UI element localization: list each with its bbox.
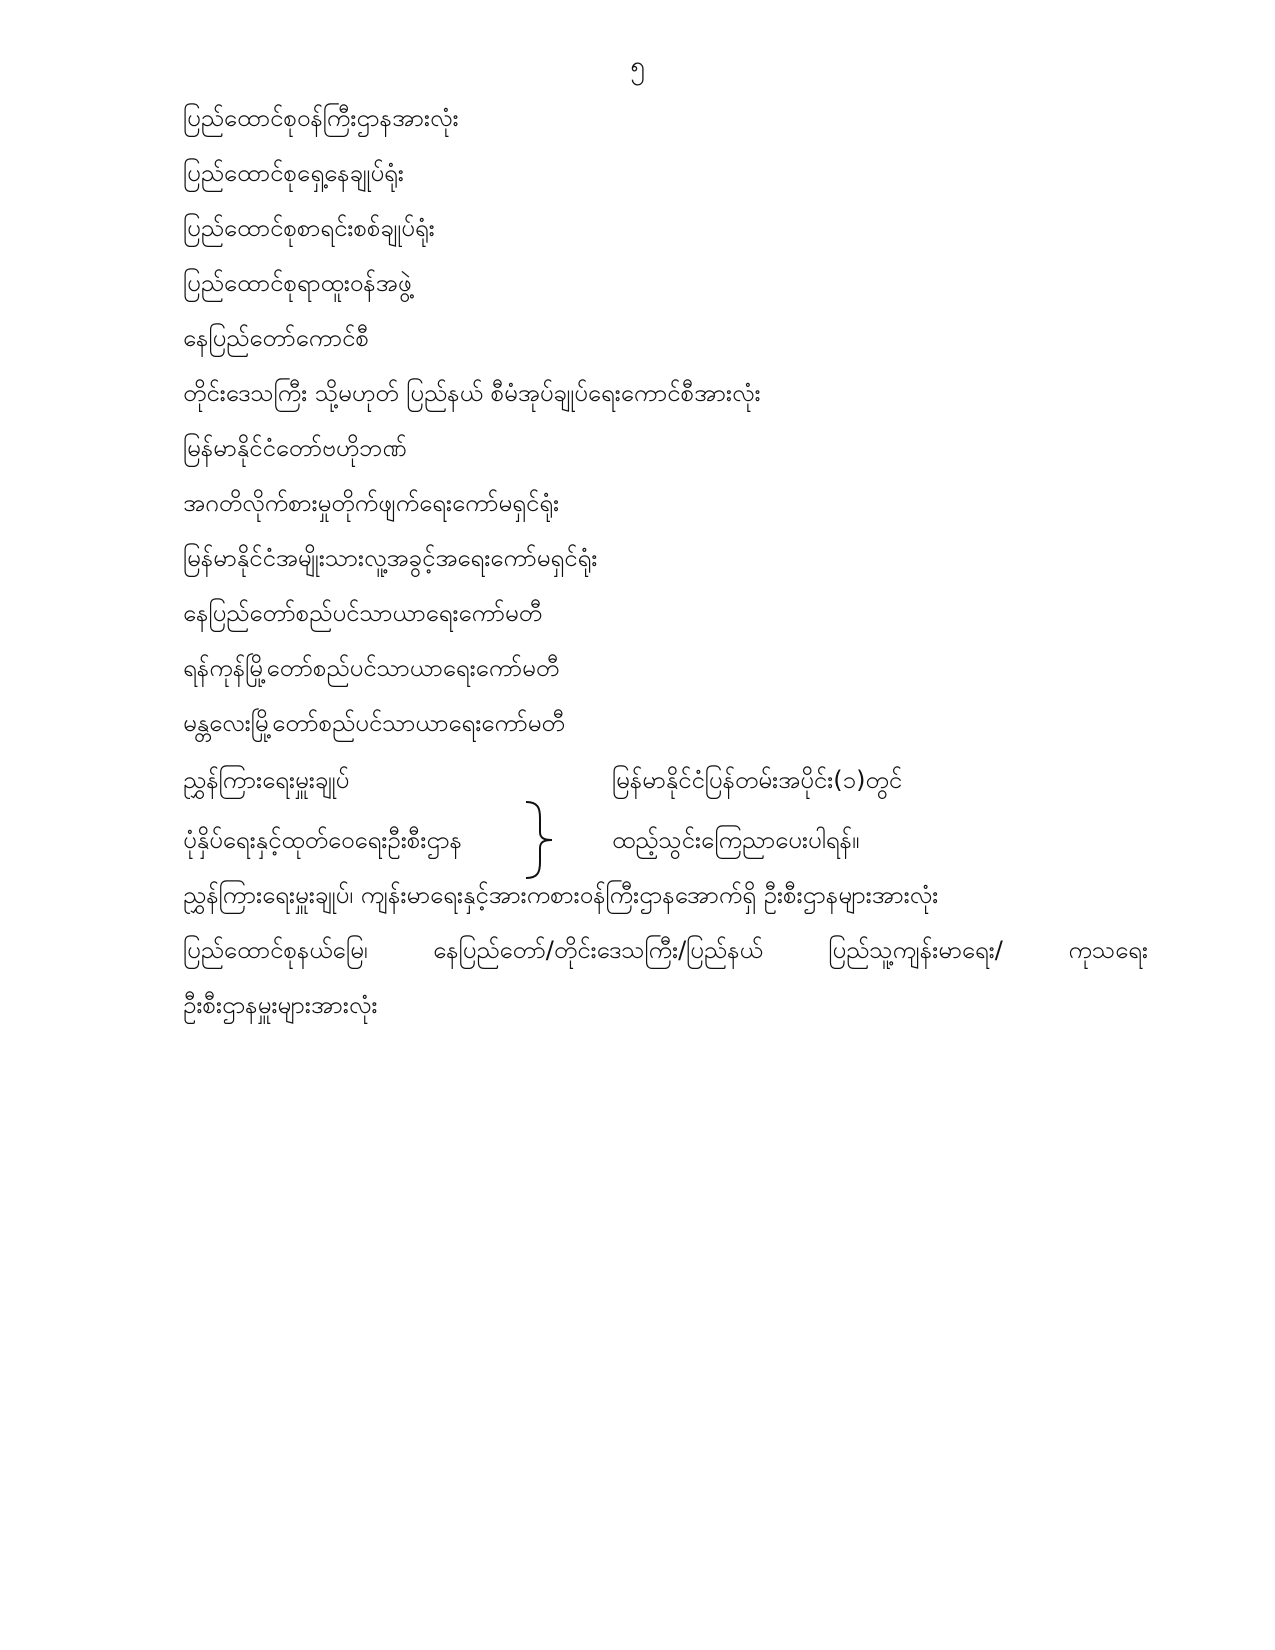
recipient-line: ညွှန်ကြားရေးမှူးချုပ်	[183, 766, 350, 794]
closing-line-3: ဦးစီးဌာနမှူးများအားလုံး	[183, 991, 378, 1019]
recipient-line: မြန်မာနိုင်ငံတော်ဗဟိုဘဏ်	[183, 434, 407, 462]
recipient-line: နေပြည်တော်စည်ပင်သာယာရေးကော်မတီ	[183, 599, 542, 627]
right-brace-icon	[524, 800, 554, 880]
recipient-line: ရန်ကုန်မြို့တော်စည်ပင်သာယာရေးကော်မတီ	[183, 654, 560, 682]
closing-word: ပြည်သူ့ကျန်းမာရေး/	[828, 936, 1003, 964]
recipient-line: မန္တလေးမြို့တော်စည်ပင်သာယာရေးကော်မတီ	[183, 709, 565, 737]
recipient-line: ပြည်ထောင်စုစာရင်းစစ်ချုပ်ရုံး	[183, 214, 435, 242]
recipient-line: ပြည်ထောင်စုဝန်ကြီးဌာနအားလုံး	[183, 104, 459, 132]
recipient-line: ပြည်ထောင်စုရာထူးဝန်အဖွဲ့	[183, 269, 412, 297]
closing-word: ကုသရေး	[1068, 936, 1148, 964]
recipient-line: မြန်မာနိုင်ငံအမျိုးသားလူ့အခွင့်အရေးကော်မရှင်ရုံး	[183, 544, 598, 572]
gazette-note-line-1: မြန်မာနိုင်ငံပြန်တမ်းအပိုင်း(၁)တွင်	[612, 766, 903, 794]
recipient-line: အဂတိလိုက်စားမှုတိုက်ဖျက်ရေးကော်မရှင်ရုံး	[183, 489, 560, 517]
recipient-line: နေပြည်တော်ကောင်စီ	[183, 324, 369, 352]
recipient-line: ပြည်ထောင်စုရှေ့နေချုပ်ရုံး	[183, 159, 404, 187]
page-number: ၅	[630, 51, 645, 81]
recipient-line: တိုင်းဒေသကြီး သို့မဟုတ် ပြည်နယ် စီမံအုပ်ချုပ်ရေးကောင်စီအားလုံး	[183, 379, 761, 407]
recipient-line: ပုံနှိပ်ရေးနှင့်ထုတ်ဝေရေးဦးစီးဌာန	[183, 826, 462, 854]
closing-word: နေပြည်တော်/တိုင်းဒေသကြီး/ပြည်နယ်	[433, 936, 763, 964]
closing-line-1: ညွှန်ကြားရေးမှူးချုပ်၊ ကျန်းမာရေးနှင့်အားကစားဝန်ကြီးဌာနအောက်ရှိ ဦးစီးဌာနများအားလုံး	[183, 881, 939, 909]
closing-word: ပြည်ထောင်စုနယ်မြေ၊	[183, 936, 368, 964]
gazette-note-line-2: ထည့်သွင်းကြေညာပေးပါရန်။	[612, 826, 860, 854]
closing-line-2	[183, 932, 1148, 968]
